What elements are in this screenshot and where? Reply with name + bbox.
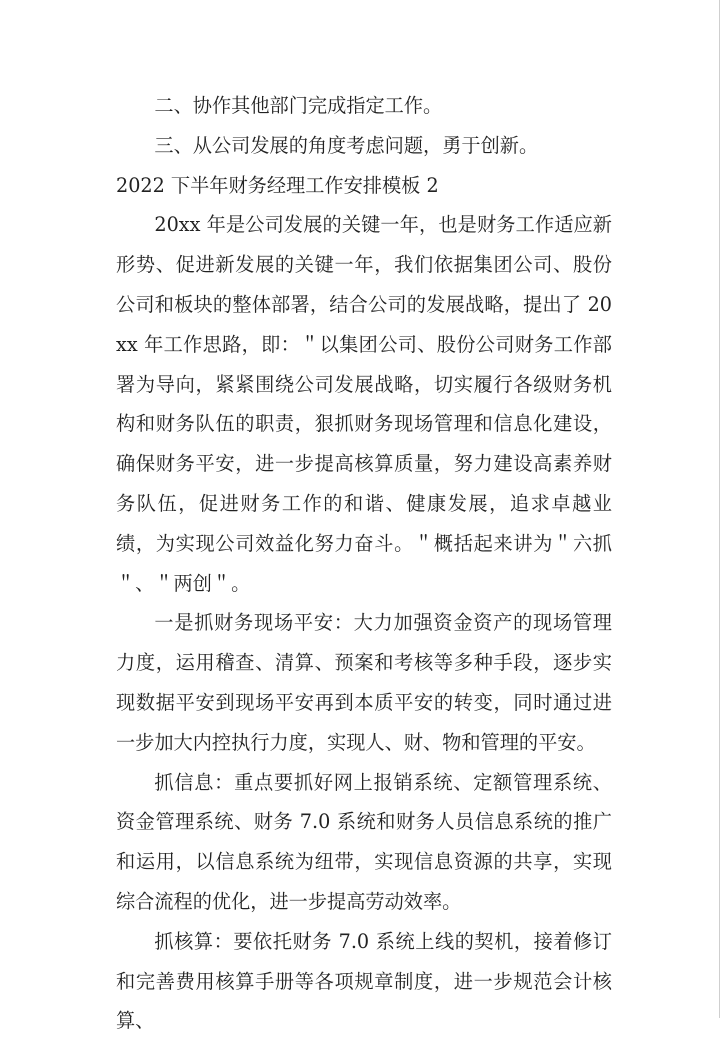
paragraph: 一是抓财务现场平安：大力加强资金资产的现场管理力度，运用稽查、清算、预案和考核等多种手段，逐步实现数据平安到现场平安再到本质平安的转变，同时通过进一步加大内控执行力度，实现人、财、物和管理的平安。 xyxy=(116,611,612,754)
paragraph: 二、协作其他部门完成指定工作。 xyxy=(154,94,443,117)
section-heading: 2022 下半年财务经理工作安排模板 2 xyxy=(116,173,439,197)
paragraph: 20xx 年是公司发展的关键一年，也是财务工作适应新形势、促进新发展的关键一年，我们依据集团公司、股份公司和板块的整体部署，结合公司的发展战略，提出了 20xx 年工作思路，即：＂以集团公司、股份公司财务工作部署为导向，紧紧围绕公司发展战略，切实履行各级财务机构和财务队伍的职责，狠抓财务现场管理和信息化建设，确保财务平安，进一步提高核算质量，努力建设高素养财务队伍，促进财务工作的和谐、健康发展，追求卓越业绩，为实现公司效益化努力奋斗。＂概括起来讲为＂六抓＂、＂两创＂。 xyxy=(116,213,612,595)
paragraph: 抓核算：要依托财务 7.0 系统上线的契机，接着修订和完善费用核算手册等各项规章制度，进一步规范会计核算、 xyxy=(116,929,612,1033)
paragraph: 抓信息：重点要抓好网上报销系统、定额管理系统、资金管理系统、财务 7.0 系统和财务人员信息系统的推广和运用，以信息系统为纽带，实现信息资源的共享，实现综合流程的优化，进一步提高劳动效率。 xyxy=(116,770,612,913)
paragraph: 三、从公司发展的角度考虑问题，勇于创新。 xyxy=(154,133,539,157)
document-body xyxy=(116,86,612,1041)
